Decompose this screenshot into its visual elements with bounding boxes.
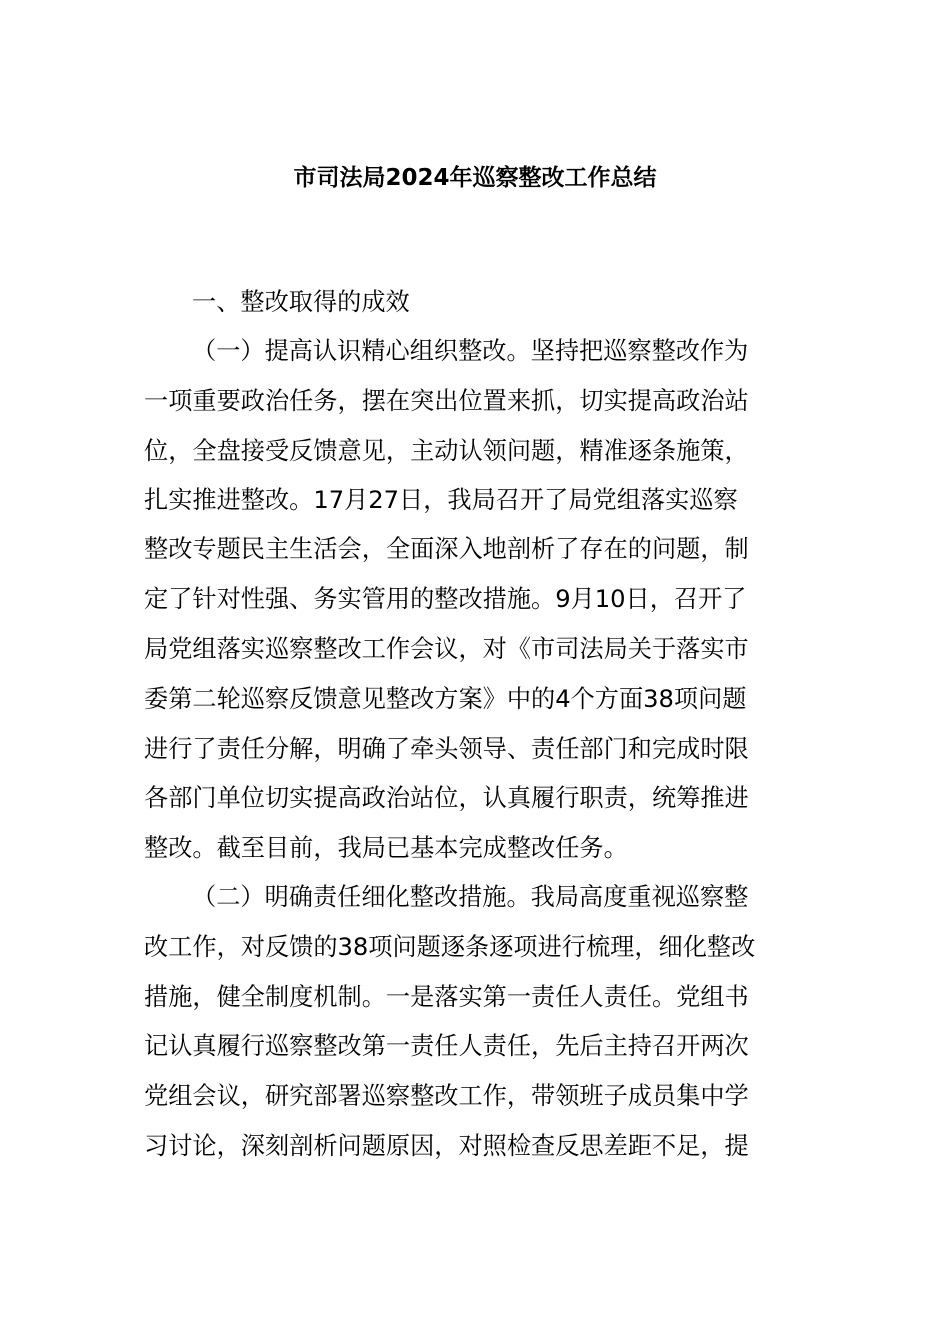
paragraph-line: 位，全盘接受反馈意见，主动认领问题，精准逐条施策， [144, 437, 749, 465]
paragraph-line: 整改。截至目前，我局已基本完成整改任务。 [144, 834, 628, 862]
paragraph-line: 习讨论，深刻剖析问题原因，对照检查反思差距不足，提 [144, 1132, 749, 1160]
paragraph-line: 一项重要政治任务，摆在突出位置来抓，切实提高政治站 [144, 387, 749, 415]
section-heading: 一、整改取得的成效 [192, 288, 410, 316]
paragraph-line: 定了针对性强、务实管用的整改措施。9月10日，召开了 [144, 585, 747, 613]
paragraph-line: 措施，健全制度机制。一是落实第一责任人责任。党组书 [144, 983, 749, 1011]
paragraph-line: 各部门单位切实提高政治站位，认真履行职责，统筹推进 [144, 784, 749, 812]
paragraph-line: （一）提高认识精心组织整改。坚持把巡察整改作为 [192, 337, 749, 365]
paragraph-line: 改工作，对反馈的38项问题逐条逐项进行梳理，细化整改 [144, 933, 756, 961]
paragraph-line: 委第二轮巡察反馈意见整改方案》中的4个方面38项问题 [144, 685, 747, 713]
document-title: 市司法局2024年巡察整改工作总结 [293, 165, 657, 191]
paragraph-line: 整改专题民主生活会，全面深入地剖析了存在的问题，制 [144, 535, 749, 563]
paragraph-line: （二）明确责任细化整改措施。我局高度重视巡察整 [192, 883, 749, 911]
paragraph-line: 扎实推进整改。17月27日，我局召开了局党组落实巡察 [144, 486, 738, 514]
paragraph-line: 记认真履行巡察整改第一责任人责任，先后主持召开两次 [144, 1032, 749, 1060]
paragraph-line: 党组会议，研究部署巡察整改工作，带领班子成员集中学 [144, 1082, 749, 1110]
paragraph-line: 进行了责任分解，明确了牵头领导、责任部门和完成时限 [144, 735, 749, 763]
paragraph-line: 局党组落实巡察整改工作会议，对《市司法局关于落实市 [144, 635, 749, 663]
